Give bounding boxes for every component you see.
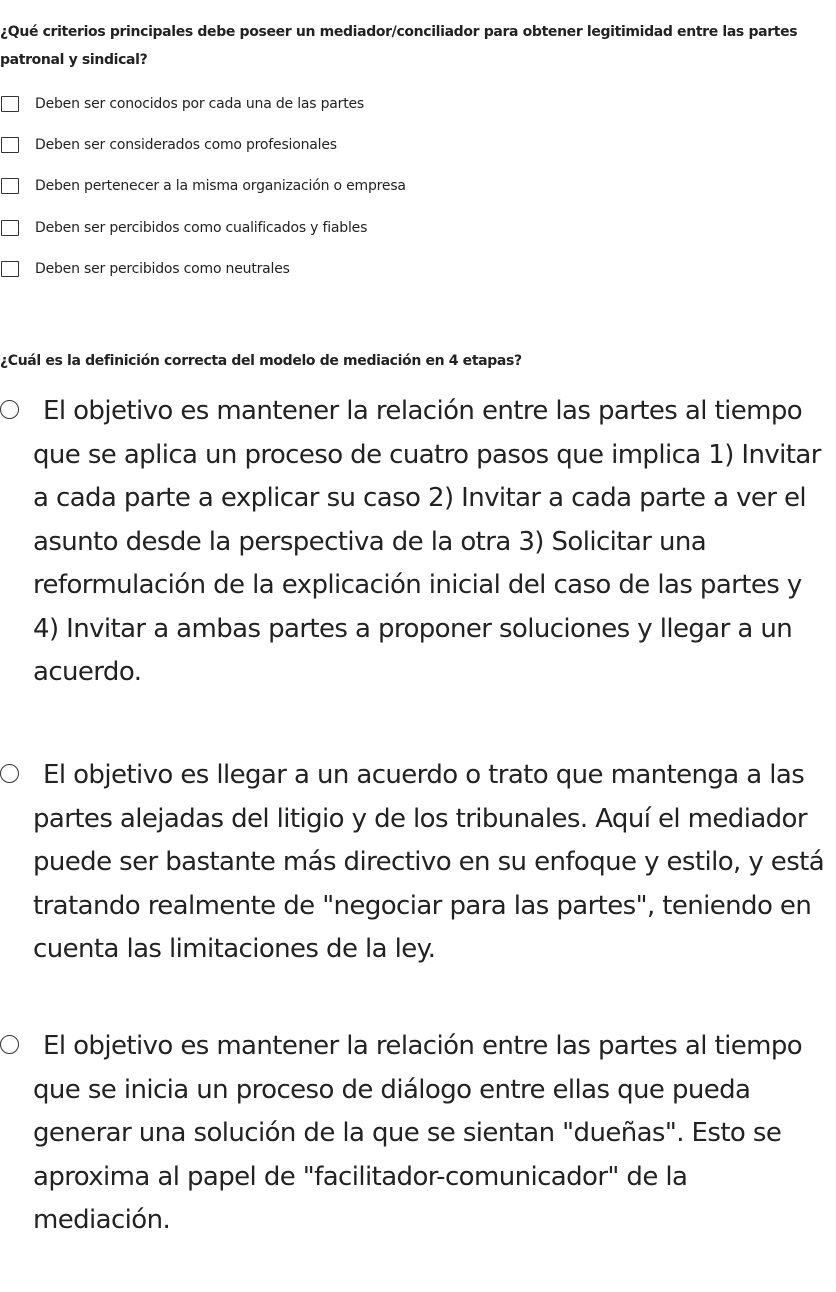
option-label: El objetivo es mantener la relación entre las partes al tiempo que se aplica un proceso de cuatro pasos que implica 1) Invitar a cada parte a explicar su caso 2) Invitar a cada parte a ver el asunto desde la perspectiva de la otra 3) Solicitar una reformulación de la explicación inicial del caso de las partes y 4) Invitar a ambas partes a proponer soluciones y llegar a un acuerdo. <box>33 396 821 687</box>
q1-option-4[interactable] <box>0 217 367 239</box>
q1-option-3[interactable] <box>0 175 406 197</box>
q2-option-1[interactable] <box>0 390 836 695</box>
option-label: Deben ser percibidos como neutrales <box>35 261 290 277</box>
question-2-title: ¿Cuál es la definición correcta del modelo de mediación en 4 etapas? <box>0 353 522 369</box>
checkbox[interactable] <box>1 137 19 153</box>
checkbox[interactable] <box>1 220 19 236</box>
option-label: Deben ser percibidos como cualificados y fiables <box>35 220 368 236</box>
q1-option-5[interactable] <box>0 258 290 280</box>
checkbox[interactable] <box>1 96 19 112</box>
option-label: El objetivo es mantener la relación entre las partes al tiempo que se inicia un proceso de diálogo entre ellas que pueda generar una solución de la que se sientan "dueñas". Esto se aproxima al papel de "facilitador-comunicador" de la mediación. <box>33 1031 803 1235</box>
radio-button[interactable] <box>0 764 19 783</box>
option-label: Deben ser conocidos por cada una de las partes <box>35 96 365 112</box>
checkbox[interactable] <box>1 178 19 194</box>
question-1-title: ¿Qué criterios principales debe poseer un mediador/conciliador para obtener legitimidad entre las partes patronal y sindical? <box>0 24 798 68</box>
checkbox[interactable] <box>1 261 19 277</box>
option-label: Deben ser considerados como profesionales <box>35 137 337 153</box>
option-label: El objetivo es llegar a un acuerdo o trato que mantenga a las partes alejadas del litigio y de los tribunales. Aquí el mediador puede ser bastante más directivo en su enfoque y estilo, y está tratando realmente de "negociar para las partes", teniendo en cuenta las limitaciones de la ley. <box>33 760 825 964</box>
option-label: Deben pertenecer a la misma organización o empresa <box>35 178 406 194</box>
radio-button[interactable] <box>0 1035 19 1054</box>
q1-option-1[interactable] <box>0 93 364 115</box>
q1-option-2[interactable] <box>0 134 337 156</box>
radio-button[interactable] <box>0 400 19 419</box>
q2-option-2[interactable] <box>0 754 836 972</box>
q2-option-3[interactable] <box>0 1025 836 1243</box>
